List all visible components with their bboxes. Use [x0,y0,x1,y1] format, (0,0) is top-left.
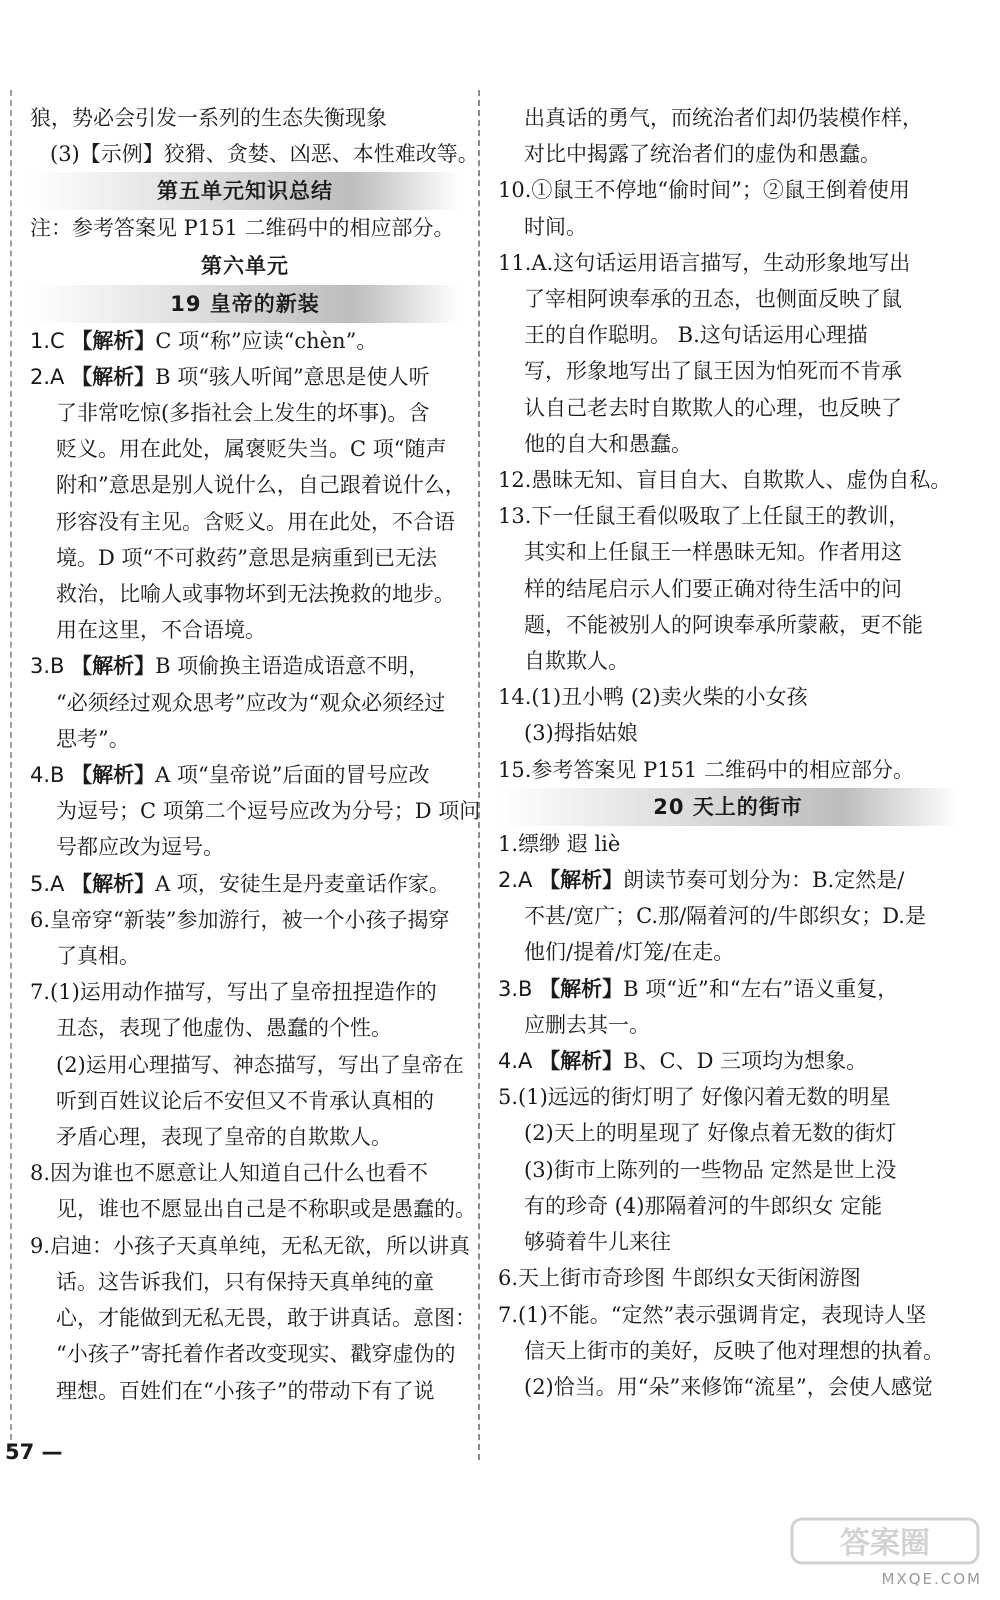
answer-number: 4.B [30,763,65,788]
answer-number: 2.A [498,868,533,893]
answer-b5: 5.(1)远远的街灯明了 好像闪着无数的明星 [498,1085,891,1110]
text-line: “必须经过观众思考”应改为“观众必须经过 [56,690,446,715]
text-line: 矛盾心理，表现了皇帝的自欺欺人。 [56,1125,392,1150]
answer-number: 3.B [498,976,533,1001]
text-line: 附和”意思是别人说什么，自己跟着说什么， [56,473,466,498]
answer-number: 1.C [30,328,65,353]
text-line: “小孩子”寄托着作者改变现实、戳穿虚伪的 [56,1342,456,1367]
answer-13: 13.下一任鼠王看似吸取了上任鼠王的教训， [498,504,910,529]
text-line: (2)天上的明星现了 好像点着无数的街灯 [524,1121,897,1146]
answer-15: 15.参考答案见 P151 二维码中的相应部分。 [498,757,914,782]
text-line: (3)街市上陈列的一些物品 定然是世上没 [524,1157,897,1182]
answer-1 [30,323,460,359]
answer-9: 9.启迪：小孩子天真单纯，无私无欲，所以讲真 [30,1233,471,1258]
answer-number: 3.B [30,654,65,679]
analysis-tag: 【解析】 [539,976,624,1001]
answer-b4 [498,1043,958,1079]
text-line: 听到百姓议论后不安但又不肯承认真相的 [56,1088,434,1113]
watermark-url: MXQE.COM [881,1570,982,1588]
answer-2 [30,359,460,395]
answer-number: 2.A [30,364,65,389]
text-line: (3)拇指姑娘 [524,721,638,746]
lesson-heading-20: 20 天上的街市 [498,788,958,826]
analysis-tag: 【解析】 [539,1049,624,1074]
text-line: 用在这里，不合语境。 [56,618,266,643]
text-line: 了宰相阿谀奉承的丑态，也侧面反映了鼠 [524,287,902,312]
answer-10: 10.①鼠王不停地“偷时间”；②鼠王倒着使用 [498,178,910,203]
text-line: 应删去其一。 [524,1012,650,1037]
text-line: 思考”。 [56,726,130,751]
text-line: 出真话的勇气，而统治者们却仍装模作样， [524,106,923,130]
answer-text: A 项，安徒生是丹麦童话作家。 [155,871,450,896]
answer-11: 11.A.这句话运用语言描写，生动形象地写出 [498,250,911,275]
watermark-text: 答案圈 [840,1526,930,1561]
answer-text: B、C、D 三项均为想象。 [623,1049,868,1074]
answer-b3 [498,971,958,1007]
text-line: 写，形象地写出了鼠王因为怕死而不肯承 [524,359,902,384]
text-line: 为逗号；C 项第二个逗号应改为分号；D 项问 [56,799,481,824]
text-line: 信天上街市的美好，反映了他对理想的执着。 [524,1338,944,1363]
text-line: 样的结尾启示人们要正确对待生活中的问 [524,576,902,601]
text-line: 有的珍奇 (4)那隔着河的牛郎织女 定能 [524,1193,883,1218]
answer-text: B 项偷换主语造成语意不明， [155,654,430,679]
text-line: (3)【示例】狡猾、贪婪、凶恶、本性难改等。 [50,142,479,167]
answer-text: C 项“称”应读“chèn”。 [155,328,378,353]
text-line: 自欺欺人。 [524,649,629,674]
text-line: 了非常吃惊(多指社会上发生的坏事)。含 [56,401,430,426]
answer-5 [30,866,460,902]
analysis-tag: 【解析】 [71,871,156,896]
text-line: 对比中揭露了统治者们的虚伪和愚蠢。 [524,142,881,167]
right-column [498,100,958,1405]
text-line: 号都应改为逗号。 [56,835,224,860]
answer-b2 [498,862,958,898]
text-line: 他们/提着/灯笼/在走。 [524,940,735,965]
analysis-tag: 【解析】 [71,654,156,679]
answer-b6: 6.天上街市奇珍图 牛郎织女天街闲游图 [498,1266,861,1291]
analysis-tag: 【解析】 [71,328,156,353]
answer-text: A 项“皇帝说”后面的冒号应改 [155,763,430,788]
answer-4 [30,757,460,793]
text-line: 王的自作聪明。 B.这句话运用心理描 [524,323,868,348]
text-line: 认自己老去时自欺欺人的心理，也反映了 [524,395,902,420]
text-line: 话。这告诉我们，只有保持天真单纯的童 [56,1269,434,1294]
answer-b1: 1.缥缈 遐 liè [498,831,621,856]
section-heading-unit5: 第五单元知识总结 [30,172,460,210]
text-line: 他的自大和愚蠢。 [524,431,692,456]
answer-number: 4.A [498,1049,533,1074]
answer-text: 朗读节奏可划分为：B.定然是/ [623,868,905,893]
left-column [30,100,481,1409]
left-margin-rule [10,90,12,1450]
answer-12: 12.愚昧无知、盲目自大、自欺欺人、虚伪自私。 [498,468,952,493]
answer-8: 8.因为谁也不愿意让人知道自己什么也看不 [30,1161,429,1186]
note-line: 注：参考答案见 P151 二维码中的相应部分。 [30,216,455,241]
section-heading-unit6: 第六单元 [201,253,289,278]
text-line: 狼，势必会引发一系列的生态失衡现象 [30,106,387,130]
text-line: 丑态，表现了他虚伪、愚蠢的个性。 [56,1016,392,1041]
page-number: 57 — [5,1440,63,1464]
text-line: (2)恰当。用“朵”来修饰“流星”，会使人感觉 [524,1374,933,1399]
answer-7: 7.(1)运用动作描写，写出了皇帝扭捏造作的 [30,980,437,1005]
column-divider [478,90,480,1460]
answer-text: B 项“近”和“左右”语义重复， [623,976,899,1001]
answer-14: 14.(1)丑小鸭 (2)卖火柴的小女孩 [498,685,808,710]
text-line: 心，才能做到无私无畏，敢于讲真话。意图： [56,1306,476,1331]
analysis-tag: 【解析】 [539,868,624,893]
text-line: 了真相。 [56,944,140,969]
answer-6: 6.皇帝穿“新装”参加游行，被一个小孩子揭穿 [30,907,450,932]
answer-text: B 项“骇人听闻”意思是使人听 [155,364,430,389]
answer-b7: 7.(1)不能。“定然”表示强调肯定，表现诗人坚 [498,1302,927,1327]
text-line: 境。D 项“不可救药”意思是病重到已无法 [56,545,437,570]
lesson-heading-19: 19 皇帝的新装 [30,285,460,323]
text-line: 形容没有主见。含贬义。用在此处，不合语 [56,509,455,534]
text-line: (2)运用心理描写、神态描写，写出了皇帝在 [56,1052,464,1077]
text-line: 理想。百姓们在“小孩子”的带动下有了说 [56,1378,435,1403]
text-line: 够骑着牛儿来往 [524,1230,671,1255]
answer-number: 5.A [30,871,65,896]
text-line: 贬义。用在此处，属褒贬失当。C 项“随声 [56,437,447,462]
analysis-tag: 【解析】 [71,763,156,788]
analysis-tag: 【解析】 [71,364,156,389]
text-line: 不甚/宽广；C.那/隔着河的/牛郎织女；D.是 [524,904,926,929]
text-line: 其实和上任鼠王一样愚昧无知。作者用这 [524,540,902,565]
text-line: 题，不能被别人的阿谀奉承所蒙蔽，更不能 [524,612,923,637]
text-line: 时间。 [524,214,587,239]
text-line: 见，谁也不愿显出自己是不称职或是愚蠢的。 [56,1197,476,1222]
answer-3 [30,648,460,684]
text-line: 救治，比喻人或事物坏到无法挽救的地步。 [56,582,455,607]
